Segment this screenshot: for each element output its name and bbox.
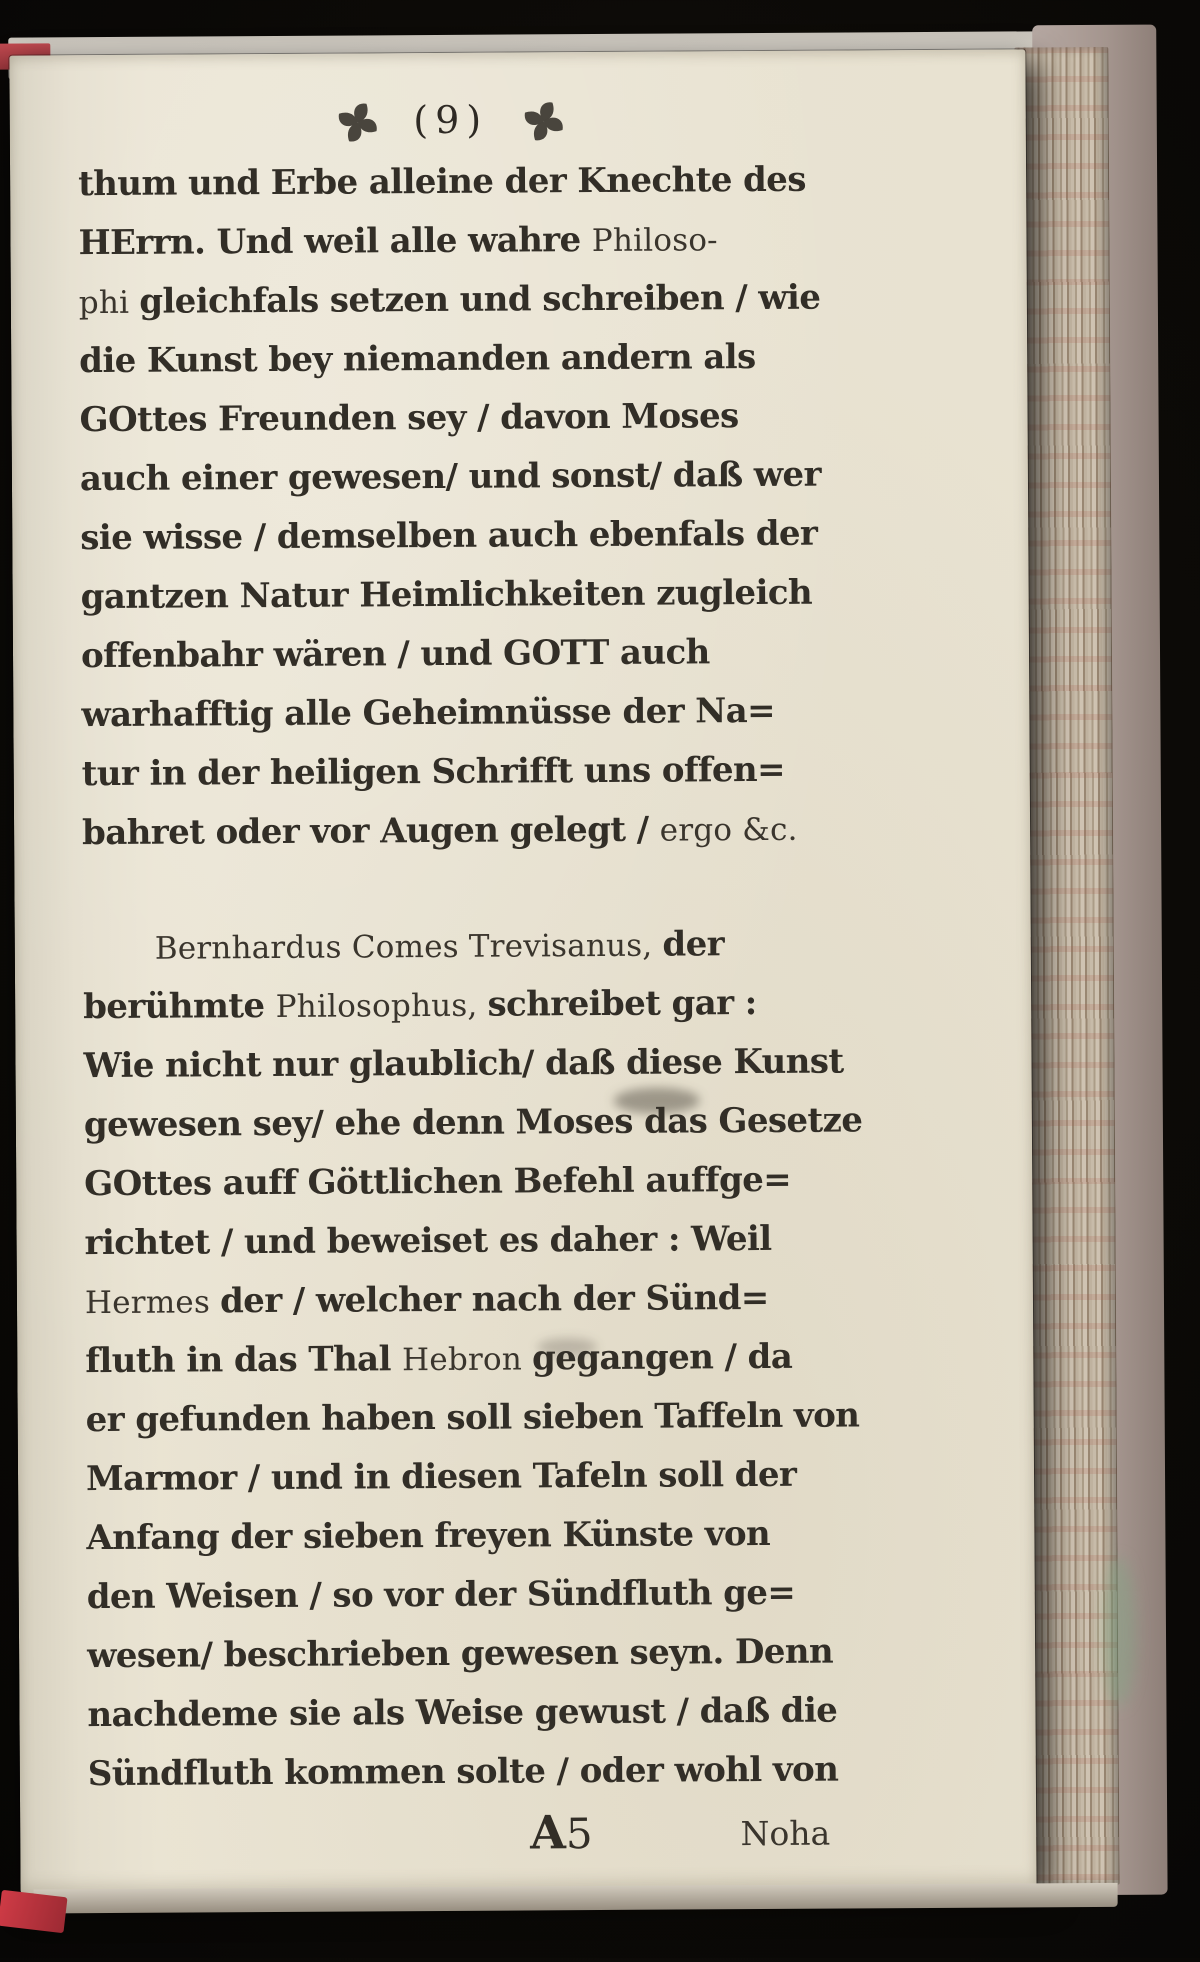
body-line: [78, 210, 824, 274]
fraktur-text-segment: sie wisse / demselben auch ebenfals der: [80, 513, 818, 559]
roman-text-segment: phi: [78, 284, 140, 322]
fraktur-text-segment: berühmte: [83, 985, 276, 1028]
body-line: [83, 915, 829, 979]
fraktur-text-segment: GOttes Freunden sey / davon Moses: [79, 396, 739, 441]
body-line: [87, 1682, 838, 1746]
text-block: [78, 89, 863, 1889]
fraktur-text-segment: bahret oder vor Augen gelegt /: [81, 809, 660, 854]
body-line: [82, 741, 828, 805]
fraktur-text-segment: schreibet gar :: [487, 983, 757, 1025]
fraktur-text-segment: fluth in das Thal: [85, 1339, 403, 1382]
fraktur-text-segment: gantzen Natur Heimlichkeiten zugleich: [80, 572, 813, 618]
body-line: [87, 1623, 833, 1687]
body-line: [83, 1033, 844, 1097]
book-page: [9, 49, 1036, 1893]
body-line: [87, 1741, 839, 1805]
body-line: [79, 328, 825, 392]
fraktur-text-segment: gleichfals setzen und schreiben / wie: [139, 277, 821, 322]
fraktur-text-segment: er gefunden haben soll sieben Taffeln von: [85, 1395, 860, 1441]
body-line: [84, 1151, 830, 1215]
fraktur-text-segment: warhafftig alle Geheimnüsse der Na=: [81, 690, 776, 736]
fleuron-ornament-right-icon: [522, 99, 566, 143]
body-line: [85, 1387, 860, 1451]
roman-text-segment: Bernhardus Comes Trevisanus,: [154, 927, 663, 967]
fraktur-text-segment: thum und Erbe alleine der Knechte des: [78, 159, 806, 205]
fraktur-text-segment: gegangen / da: [531, 1336, 793, 1379]
fraktur-text-segment: Sündfluth kommen solte / oder wohl von: [87, 1749, 839, 1795]
body-paragraph-1: [78, 151, 828, 864]
fraktur-text-segment: den Weisen / so vor der Sündfluth ge=: [86, 1572, 796, 1618]
body-line: [83, 974, 829, 1038]
fraktur-text-segment: die Kunst bey niemanden andern als: [79, 337, 756, 382]
fraktur-text-segment: offenbahr wären / und GOTT auch: [80, 632, 710, 677]
body-line: [86, 1446, 832, 1510]
fraktur-text-segment: HErrn. Und weil alle wahre: [78, 220, 592, 264]
body-line: [83, 1092, 863, 1156]
red-binding-cloth-bottom: [0, 1890, 68, 1933]
signature-number: 5: [565, 1809, 593, 1859]
roman-text-segment: Hebron: [402, 1341, 533, 1379]
fraktur-text-segment: Wie nicht nur glaublich/ daß diese Kunst: [83, 1041, 844, 1087]
page-header: [106, 89, 796, 155]
fraktur-text-segment: GOttes auff Göttlichen Befehl auffge=: [84, 1159, 792, 1205]
fraktur-text-segment: Marmor / und in diesen Tafeln soll der: [85, 1454, 797, 1500]
fraktur-text-segment: gewesen sey/ ehe denn Moses das Gesetze: [83, 1100, 863, 1146]
body-paragraph-2: [83, 915, 863, 1805]
body-line: [81, 682, 827, 746]
body-line: [80, 564, 826, 628]
body-line: [81, 623, 827, 687]
body-line: [82, 800, 828, 864]
body-line: [87, 1564, 833, 1628]
roman-text-segment: Hermes: [84, 1284, 221, 1322]
body-line: [86, 1505, 832, 1569]
fraktur-text-segment: nachdeme sie als Weise gewust / daß die: [87, 1690, 838, 1736]
page-footer: [88, 1804, 834, 1889]
roman-text-segment: Philoso-: [591, 222, 718, 260]
fraktur-text-segment: auch einer gewesen/ und sonst/ daß wer: [79, 454, 821, 500]
fraktur-text-segment: wesen/ beschrieben gewesen seyn. Denn: [87, 1631, 834, 1677]
body-line: [85, 1328, 831, 1392]
roman-text-segment: Philosophus,: [275, 987, 488, 1025]
body-line: [79, 269, 825, 333]
body-line: [78, 151, 824, 215]
page-number: (9): [413, 97, 489, 143]
signature-mark: [530, 1805, 593, 1859]
catchword: Noha: [740, 1813, 831, 1854]
body-line: [85, 1269, 831, 1333]
fraktur-text-segment: Anfang der sieben freyen Künste von: [86, 1513, 771, 1559]
fraktur-text-segment: der: [662, 924, 725, 965]
fraktur-text-segment: der / welcher nach der Sünd=: [219, 1277, 769, 1322]
fraktur-text-segment: richtet / und beweiset es daher : Weil: [84, 1218, 772, 1264]
body-line: [80, 446, 826, 510]
fraktur-text-segment: tur in der heiligen Schrifft uns offen=: [81, 749, 786, 795]
fleuron-ornament-left-icon: [335, 100, 379, 144]
body-line: [84, 1210, 830, 1274]
signature-letter: A: [530, 1805, 567, 1860]
body-line: [79, 387, 825, 451]
body-line: [80, 505, 826, 569]
roman-text-segment: ergo &c.: [659, 811, 798, 849]
